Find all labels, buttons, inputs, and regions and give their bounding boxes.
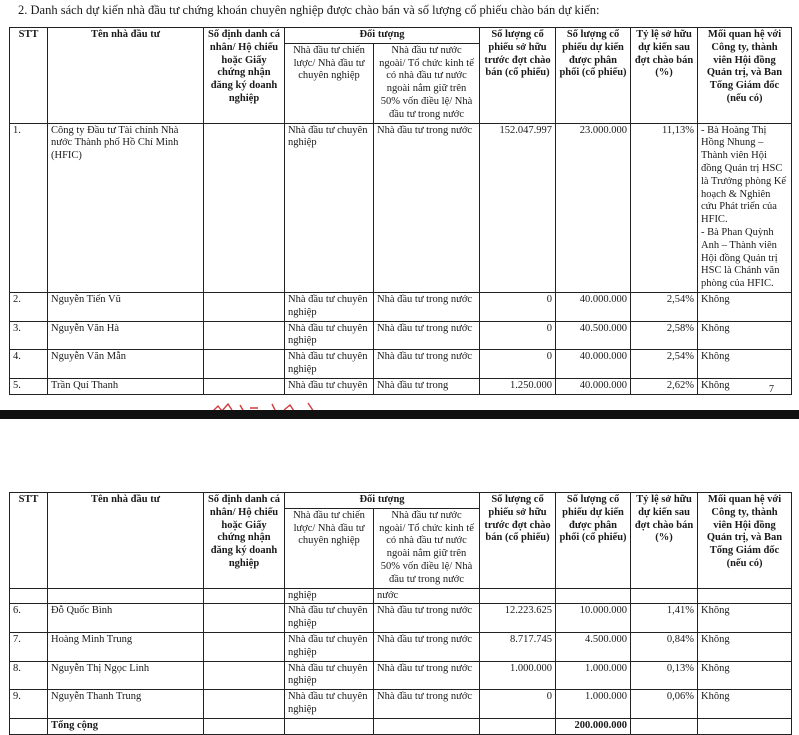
cell-shares-before: 8.717.745 [480,632,556,661]
cell-strategic: nghiệp [285,588,374,604]
cell-shares-before: 0 [480,690,556,719]
cell-id-number [204,292,285,321]
col-ownership-after: Tỷ lệ sở hữu dự kiến sau đợt chào bán (%) [631,28,698,124]
table-body-page-2 [10,588,792,734]
cell-stt: 3. [10,321,48,350]
cell-shares-expected: 40.000.000 [556,350,631,379]
cell-relationship [698,292,792,321]
cell-investor-name: Hoàng Minh Trung [48,632,204,661]
col-strategic: Nhà đầu tư chiến lược/ Nhà đầu tư chuyên nghiệp [285,43,374,123]
cell-relationship [698,350,792,379]
cell-relationship [698,690,792,719]
col-foreign: Nhà đầu tư nước ngoài/ Tổ chức kinh tế có nhà đầu tư nước ngoài nắm giữ trên 50% vốn điều lệ/ Nhà đầu tư trong nước [374,43,480,123]
cell-shares-before: 1.250.000 [480,378,556,394]
col-relationship: Mối quan hệ với Công ty, thành viên Hội đồng Quản trị, và Ban Tổng Giám đốc (nếu có) [698,493,792,589]
cell-stt: 6. [10,604,48,633]
table-row [10,321,792,350]
cell-investor-name: Nguyễn Tiến Vũ [48,292,204,321]
total-shares-expected: 200.000.000 [556,718,631,734]
cell-foreign: Nhà đầu tư trong nước [374,632,480,661]
cell-investor-name: Trần Quí Thanh [48,378,204,394]
relationship-entry: - Bà Phan Quỳnh Anh – Thành viên Hội đồng Quản trị HSC là Chánh văn phòng của HFIC. [701,226,780,290]
cell-stt: 1. [10,123,48,292]
col-stt: STT [10,28,48,124]
cell-ownership-after: 2,62% [631,378,698,394]
cell-investor-name: Nguyễn Thanh Trung [48,690,204,719]
table-row [10,350,792,379]
cell-shares-expected: 40.500.000 [556,321,631,350]
cell-id-number [204,604,285,633]
cell-shares-before: 12.223.625 [480,604,556,633]
cell-ownership-after: 11,13% [631,123,698,292]
page-number: 7 [769,384,774,395]
cell-id-number [204,661,285,690]
cell-id-number [204,690,285,719]
cell-strategic: Nhà đầu tư chuyên nghiệp [285,690,374,719]
col-shares-before: Số lượng cổ phiếu sở hữu trước đợt chào bán (cổ phiếu) [480,28,556,124]
relationship-entry: Không [701,293,730,305]
cell-foreign: nước [374,588,480,604]
table-row [10,292,792,321]
relationship-entry: Không [701,662,730,674]
cell-strategic: Nhà đầu tư chuyên nghiệp [285,123,374,292]
cell-id-number [204,350,285,379]
relationship-entry: Không [701,351,730,363]
cell-foreign: Nhà đầu tư trong nước [374,690,480,719]
col-shares-expected: Số lượng cổ phiếu dự kiến được phân phối (cổ phiếu) [556,493,631,589]
cell-strategic: Nhà đầu tư chuyên nghiệp [285,292,374,321]
cell-ownership-after: 2,54% [631,350,698,379]
cell-foreign: Nhà đầu tư trong nước [374,321,480,350]
cell-stt: 9. [10,690,48,719]
cell-strategic: Nhà đầu tư chuyên nghiệp [285,350,374,379]
cell-shares-expected: 40.000.000 [556,292,631,321]
cell-ownership-after: 0,84% [631,632,698,661]
cell-ownership-after: 2,54% [631,292,698,321]
cell-stt: 5. [10,378,48,394]
cell-investor-name: Nguyễn Văn Mẫn [48,350,204,379]
cell-strategic: Nhà đầu tư chuyên [285,378,374,394]
relationship-entry: Không [701,379,730,391]
table-row [10,123,792,292]
cell-foreign: Nhà đầu tư trong nước [374,661,480,690]
relationship-entry: Không [701,605,730,617]
cell-relationship [698,123,792,292]
col-shares-before: Số lượng cổ phiếu sở hữu trước đợt chào bán (cổ phiếu) [480,493,556,589]
cell-stt: 2. [10,292,48,321]
table-row [10,604,792,633]
col-investor-name: Tên nhà đầu tư [48,28,204,124]
cell-shares-before: 0 [480,350,556,379]
cell-ownership-after: 2,58% [631,321,698,350]
cell-shares-before: 0 [480,292,556,321]
cell-ownership-after: 0,13% [631,661,698,690]
total-label: Tổng cộng [48,718,204,734]
cell-strategic: Nhà đầu tư chuyên nghiệp [285,321,374,350]
cell-id-number [204,123,285,292]
col-id-number: Số định danh cá nhân/ Hộ chiếu hoặc Giấy chứng nhận đăng ký doanh nghiệp [204,493,285,589]
cell-foreign: Nhà đầu tư trong nước [374,123,480,292]
cell-ownership-after: 0,06% [631,690,698,719]
investor-table-page-2 [9,492,792,735]
table-row [10,632,792,661]
cell-id-number [204,321,285,350]
investor-table-page-1 [9,27,792,395]
cell-stt: 8. [10,661,48,690]
cell-shares-before: 1.000.000 [480,661,556,690]
col-stt: STT [10,493,48,589]
col-subject-group: Đối tượng [285,493,480,509]
cell-shares-expected: 40.000.000 [556,378,631,394]
cell-investor-name: Công ty Đầu tư Tài chính Nhà nước Thành phố Hồ Chí Minh (HFIC) [48,123,204,292]
cell-relationship [698,661,792,690]
col-foreign: Nhà đầu tư nước ngoài/ Tổ chức kinh tế có nhà đầu tư nước ngoài nắm giữ trên 50% vốn điều lệ/ Nhà đầu tư trong nước [374,508,480,588]
cell-shares-expected: 10.000.000 [556,604,631,633]
cell-shares-expected: 23.000.000 [556,123,631,292]
cell-foreign: Nhà đầu tư trong [374,378,480,394]
total-row [10,718,792,734]
col-ownership-after: Tỷ lệ sở hữu dự kiến sau đợt chào bán (%) [631,493,698,589]
cell-shares-expected: 4.500.000 [556,632,631,661]
cell-foreign: Nhà đầu tư trong nước [374,604,480,633]
col-relationship: Mối quan hệ với Công ty, thành viên Hội đồng Quản trị, và Ban Tổng Giám đốc (nếu có) [698,28,792,124]
cell-relationship [698,632,792,661]
cell-foreign: Nhà đầu tư trong nước [374,350,480,379]
table-body-page-1 [10,123,792,394]
page-separator [0,410,799,419]
cell-shares-before: 152.047.997 [480,123,556,292]
col-strategic: Nhà đầu tư chiến lược/ Nhà đầu tư chuyên nghiệp [285,508,374,588]
col-investor-name: Tên nhà đầu tư [48,493,204,589]
cell-id-number [204,632,285,661]
cell-stt: 4. [10,350,48,379]
relationship-entry: Không [701,633,730,645]
cell-relationship [698,604,792,633]
cell-ownership-after: 1,41% [631,604,698,633]
table-row [10,378,792,394]
cell-strategic: Nhà đầu tư chuyên nghiệp [285,604,374,633]
cell-shares-before: 0 [480,321,556,350]
col-subject-group: Đối tượng [285,28,480,44]
table-row [10,661,792,690]
cell-shares-expected: 1.000.000 [556,690,631,719]
table-row [10,690,792,719]
relationship-entry: Không [701,691,730,703]
cell-strategic: Nhà đầu tư chuyên nghiệp [285,661,374,690]
cell-relationship [698,321,792,350]
cell-investor-name: Nguyễn Thị Ngọc Linh [48,661,204,690]
relationship-entry: Không [701,322,730,334]
cell-shares-expected: 1.000.000 [556,661,631,690]
cell-id-number [204,378,285,394]
col-shares-expected: Số lượng cổ phiếu dự kiến được phân phối (cổ phiếu) [556,28,631,124]
cell-relationship [698,378,792,394]
section-heading: 2. Danh sách dự kiến nhà đầu tư chứng khoán chuyên nghiệp được chào bán và số lượng cổ phiếu chào bán dự kiến: [18,3,600,17]
cell-stt: 7. [10,632,48,661]
col-id-number: Số định danh cá nhân/ Hộ chiếu hoặc Giấy chứng nhận đăng ký doanh nghiệp [204,28,285,124]
cell-investor-name: Đỗ Quốc Bình [48,604,204,633]
relationship-entry: - Bà Hoàng Thị Hồng Nhung – Thành viên Hội đồng Quản trị HSC là Trưởng phòng Kế hoạch & Nghiên cứu Phát triển của HFIC. [701,124,787,226]
cell-investor-name: Nguyễn Văn Hà [48,321,204,350]
cell-foreign: Nhà đầu tư trong nước [374,292,480,321]
continuation-row [10,588,792,604]
cell-strategic: Nhà đầu tư chuyên nghiệp [285,632,374,661]
